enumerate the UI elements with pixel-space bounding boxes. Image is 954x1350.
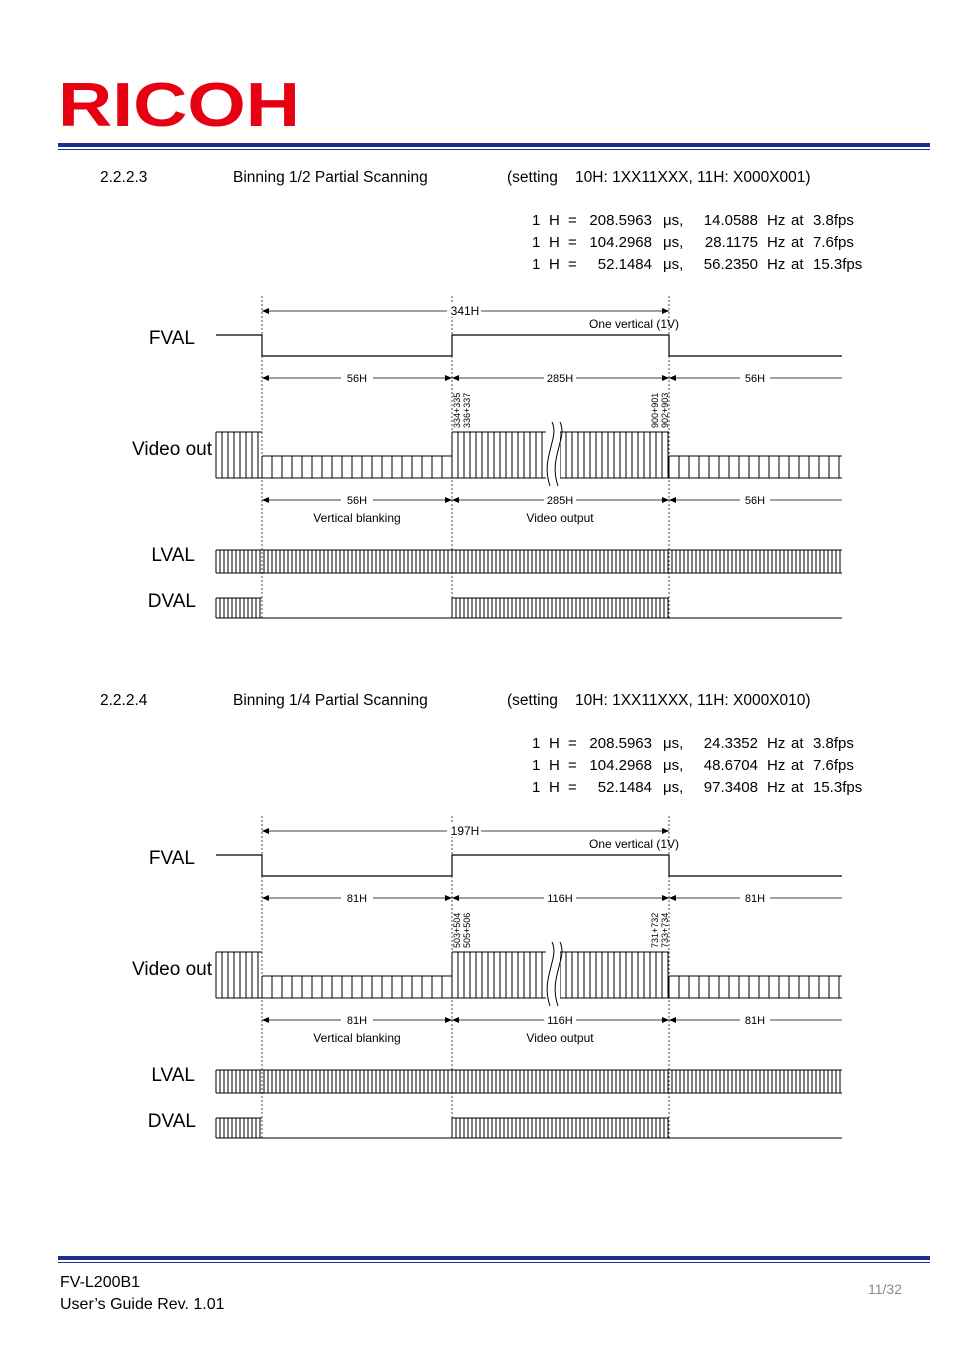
h-period-line xyxy=(0,256,954,276)
us-unit: μs, xyxy=(663,779,684,796)
equals: = xyxy=(568,757,577,774)
one: 1 xyxy=(532,735,541,752)
h-unit: H xyxy=(549,757,560,774)
fval-waveform xyxy=(216,855,842,876)
dimension-label: 56H xyxy=(744,373,766,385)
arrow-head-right xyxy=(445,895,452,901)
blank-span-bottom-right xyxy=(669,1013,842,1027)
timing-diagram xyxy=(120,810,860,1170)
video-blanking xyxy=(262,456,452,478)
total-span xyxy=(262,824,669,838)
hz-value: 97.3408 xyxy=(703,779,758,796)
lval-waveform xyxy=(216,1070,842,1093)
hz-unit: Hz xyxy=(767,735,786,752)
blank-span-top xyxy=(262,891,452,905)
h-value: 52.1484 xyxy=(597,779,652,796)
dimension-label: 285H xyxy=(546,495,574,507)
one: 1 xyxy=(532,234,541,251)
header-rule xyxy=(58,143,930,150)
video-pre-active xyxy=(216,952,262,998)
arrow-head-right xyxy=(662,828,669,834)
hz-value: 48.6704 xyxy=(703,757,758,774)
arrow-head-left xyxy=(669,375,676,381)
h-value: 104.2968 xyxy=(589,757,652,774)
section-number: 2.2.2.3 xyxy=(100,169,148,186)
at: at xyxy=(791,256,804,273)
h-period-line xyxy=(0,779,954,799)
fps: 3.8fps xyxy=(813,212,854,229)
video-span-bottom xyxy=(452,493,669,507)
total-label: 197H xyxy=(450,824,480,838)
timing-diagram xyxy=(120,290,860,650)
video-output-label: Video output xyxy=(526,1031,594,1045)
hz-value: 28.1175 xyxy=(704,234,758,251)
us-unit: μs, xyxy=(663,256,684,273)
blank-span-bottom xyxy=(262,493,452,507)
arrow-head-left xyxy=(452,375,459,381)
us-unit: μs, xyxy=(663,212,684,229)
one: 1 xyxy=(532,779,541,796)
total-span xyxy=(262,304,669,318)
h-value: 208.5963 xyxy=(589,212,652,229)
timing-diagram-svg xyxy=(120,290,860,650)
video-output-label: Video output xyxy=(526,511,594,525)
dval-pre-active xyxy=(216,1118,262,1138)
h-value: 104.2968 xyxy=(589,234,652,251)
section-number: 2.2.2.4 xyxy=(100,692,148,709)
h-unit: H xyxy=(549,779,560,796)
footer-model: FV-L200B1 xyxy=(60,1274,141,1291)
start-line-numbers: 503+504 xyxy=(452,912,462,948)
vertical-blanking-label: Vertical blanking xyxy=(313,1031,401,1045)
one-vertical-label: One vertical (1V) xyxy=(588,837,680,851)
dimension-label: 56H xyxy=(346,495,368,507)
video-pre-active xyxy=(216,432,262,478)
arrow-head-right xyxy=(445,1017,452,1023)
fval-label: FVAL xyxy=(148,848,195,869)
total-label: 341H xyxy=(450,304,480,318)
h-period-line xyxy=(0,735,954,755)
dval-pre-active xyxy=(216,598,262,618)
arrow-head-right xyxy=(445,497,452,503)
fps: 15.3fps xyxy=(813,779,863,796)
h-unit: H xyxy=(549,256,560,273)
section-title: Binning 1/4 Partial Scanning xyxy=(233,692,428,709)
blank-span-bottom-right xyxy=(669,493,842,507)
dimension-label: 81H xyxy=(346,1015,368,1027)
footer xyxy=(60,1272,225,1316)
blank-span-bottom xyxy=(262,1013,452,1027)
equals: = xyxy=(568,256,577,273)
hz-unit: Hz xyxy=(767,234,786,251)
at: at xyxy=(791,735,804,752)
video-blanking xyxy=(262,976,452,998)
fps: 3.8fps xyxy=(813,735,854,752)
equals: = xyxy=(568,735,577,752)
dimension-label: 56H xyxy=(346,373,368,385)
dimension-label: 81H xyxy=(744,1015,766,1027)
video-blanking-post xyxy=(669,976,842,998)
hz-unit: Hz xyxy=(767,256,786,273)
page-number: 11/32 xyxy=(868,1281,902,1297)
video-span-top xyxy=(452,371,669,385)
break-mark xyxy=(546,422,562,486)
h-unit: H xyxy=(549,212,560,229)
dimension-label: 285H xyxy=(546,373,574,385)
arrow-head-left xyxy=(669,497,676,503)
one-vertical-label: One vertical (1V) xyxy=(588,317,680,331)
arrow-head-left xyxy=(452,497,459,503)
ricoh-logo xyxy=(58,76,303,130)
lval-label: LVAL xyxy=(151,545,195,566)
blank-span-top xyxy=(262,371,452,385)
arrow-head-left xyxy=(262,308,269,314)
h-unit: H xyxy=(549,234,560,251)
video-out-label: Video out xyxy=(132,439,212,460)
arrow-head-right xyxy=(662,895,669,901)
end-line-numbers: 731+732 xyxy=(650,912,660,948)
dval-label: DVAL xyxy=(147,591,196,612)
end-line-numbers: 902+903 xyxy=(660,392,670,428)
equals: = xyxy=(568,234,577,251)
hz-unit: Hz xyxy=(767,212,786,229)
video-blanking-post xyxy=(669,456,842,478)
arrow-head-right xyxy=(662,308,669,314)
blank-span-top-right xyxy=(669,371,842,385)
h-value: 52.1484 xyxy=(597,256,652,273)
end-line-numbers: 900+901 xyxy=(650,392,660,428)
dval-active xyxy=(452,598,669,618)
us-unit: μs, xyxy=(663,234,684,251)
one: 1 xyxy=(532,256,541,273)
h-period-line xyxy=(0,757,954,777)
lval-label: LVAL xyxy=(151,1065,195,1086)
dimension-label: 56H xyxy=(744,495,766,507)
dval-active xyxy=(452,1118,669,1138)
h-unit: H xyxy=(549,735,560,752)
blank-span-top-right xyxy=(669,891,842,905)
at: at xyxy=(791,234,804,251)
hz-unit: Hz xyxy=(767,779,786,796)
fps: 7.6fps xyxy=(813,757,854,774)
fval-label: FVAL xyxy=(148,328,195,349)
vertical-blanking-label: Vertical blanking xyxy=(313,511,401,525)
arrow-head-left xyxy=(452,895,459,901)
hz-unit: Hz xyxy=(767,757,786,774)
arrow-head-left xyxy=(262,1017,269,1023)
dimension-label: 81H xyxy=(744,893,766,905)
start-line-numbers: 505+506 xyxy=(462,912,472,948)
equals: = xyxy=(568,779,577,796)
arrow-head-left xyxy=(262,895,269,901)
us-unit: μs, xyxy=(663,757,684,774)
h-period-line xyxy=(0,212,954,232)
footer-guide: User’s Guide Rev. 1.01 xyxy=(60,1296,225,1313)
arrow-head-left xyxy=(262,497,269,503)
arrow-head-right xyxy=(445,375,452,381)
footer-rule xyxy=(58,1256,930,1263)
arrow-head-left xyxy=(262,375,269,381)
section-setting: (setting 10H: 1XX11XXX, 11H: X000X001) xyxy=(507,169,811,186)
equals: = xyxy=(568,212,577,229)
start-line-numbers: 334+335 xyxy=(452,392,462,428)
lval-waveform xyxy=(216,550,842,573)
end-line-numbers: 733+734 xyxy=(660,912,670,948)
dimension-label: 81H xyxy=(346,893,368,905)
arrow-head-left xyxy=(452,1017,459,1023)
fval-waveform xyxy=(216,335,842,356)
at: at xyxy=(791,779,804,796)
arrow-head-right xyxy=(662,497,669,503)
dimension-label: 116H xyxy=(547,893,573,905)
video-span-top xyxy=(452,891,669,905)
hz-value: 24.3352 xyxy=(703,735,758,752)
timing-diagram-svg xyxy=(120,810,860,1170)
us-unit: μs, xyxy=(663,735,684,752)
at: at xyxy=(791,212,804,229)
hz-value: 56.2350 xyxy=(703,256,758,273)
start-line-numbers: 336+337 xyxy=(462,392,472,428)
arrow-head-left xyxy=(669,1017,676,1023)
arrow-head-left xyxy=(669,895,676,901)
svg-text:RICOH: RICOH xyxy=(58,76,300,130)
dval-label: DVAL xyxy=(147,1111,196,1132)
arrow-head-right xyxy=(662,375,669,381)
section-title: Binning 1/2 Partial Scanning xyxy=(233,169,428,186)
one: 1 xyxy=(532,212,541,229)
arrow-head-left xyxy=(262,828,269,834)
video-span-bottom xyxy=(452,1013,669,1027)
fps: 15.3fps xyxy=(813,256,863,273)
arrow-head-right xyxy=(662,1017,669,1023)
h-period-line xyxy=(0,234,954,254)
section-setting: (setting 10H: 1XX11XXX, 11H: X000X010) xyxy=(507,692,811,709)
at: at xyxy=(791,757,804,774)
fps: 7.6fps xyxy=(813,234,854,251)
dimension-label: 116H xyxy=(547,1015,573,1027)
break-mark xyxy=(546,942,562,1006)
video-out-label: Video out xyxy=(132,959,212,980)
hz-value: 14.0588 xyxy=(703,212,758,229)
one: 1 xyxy=(532,757,541,774)
h-value: 208.5963 xyxy=(589,735,652,752)
